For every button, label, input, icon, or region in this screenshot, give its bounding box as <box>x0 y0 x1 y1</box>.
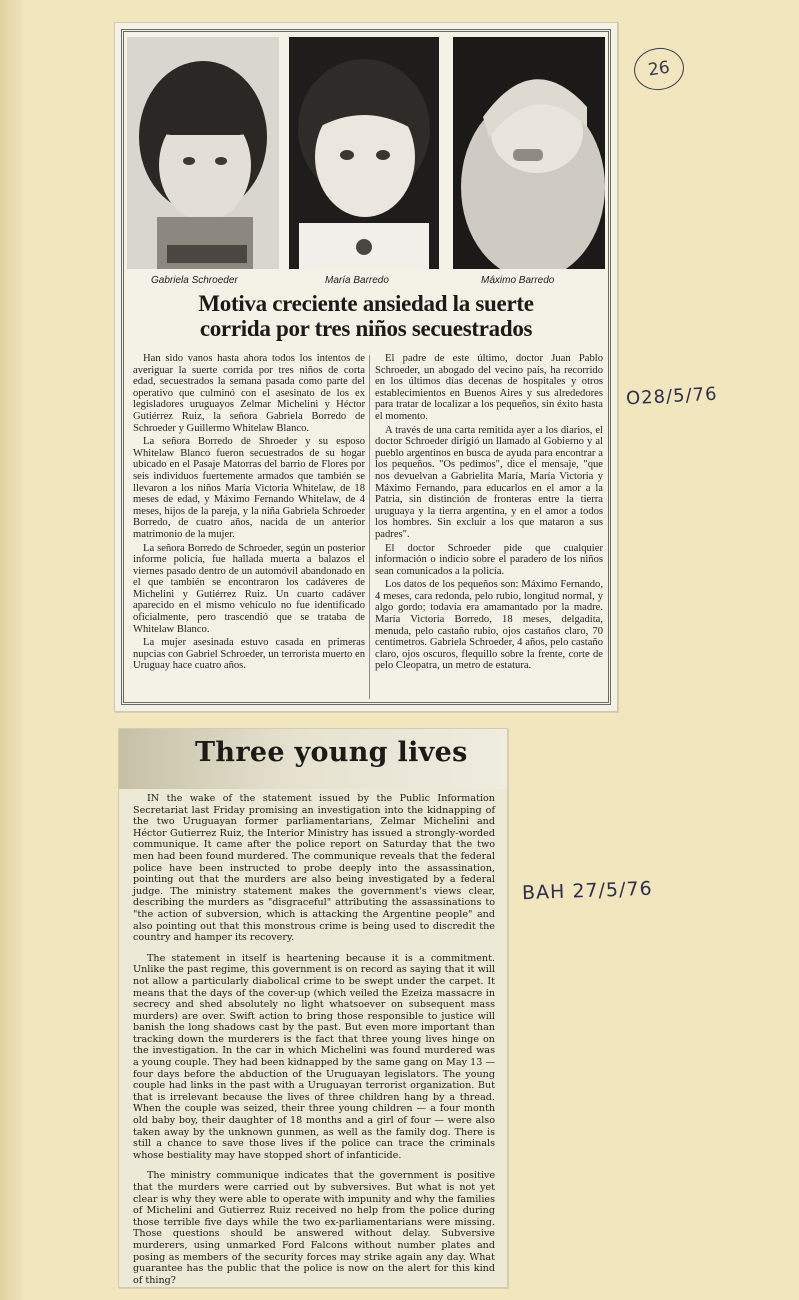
column-divider <box>369 355 370 699</box>
date-annotation-english: BAH 27/5/76 <box>521 877 653 905</box>
english-paragraph: The ministry communique indicates that the government is positive that the murders were carried out by subversives. But what is not yet clear is why they were able to operate with impunity and why the families of Michelini and Gutierrez Ruiz received no help from the police during those terrible five days while the two ex-parliamentarians were missing. Those questions should be answered without delay. Subversive murderers, using unmarked Ford Falcons without number plates and posing as members of the security forces may strike again any day. What guarantee has the public that the police is now on the alert for this kind of thing? <box>133 1170 495 1286</box>
children-photos <box>127 37 605 273</box>
english-paragraph: IN the wake of the statement issued by the Public Information Secretariat last Friday promising an investigation into the kidnapping of the two Uruguayan former parliamentarians, Zelmar Michelini and Héctor Gutierrez Ruiz, the Interior Ministry has issued a strongly-worded communique. It came after the police report on Saturday that the two men had been found murdered. The communique reveals that the federal police have been instructed to probe deeply into the assassination, pointing out that the murders are also being investigated by a federal judge. The ministry statement makes the government's views clear, describing the murders as "disgraceful" attributing the assassinations to "the action of subversion, which is attacking the Argentine people" and also pointing out that this monstrous crime is being used to discredit the country and hamper its recovery. <box>133 793 495 944</box>
spanish-headline-line1: Motiva creciente ansiedad la suerte <box>198 291 534 316</box>
date-annotation-spanish: O28/5/76 <box>625 383 719 410</box>
caption-gabriela: Gabriela Schroeder <box>151 275 238 286</box>
spanish-newspaper-clipping <box>114 22 618 712</box>
photo-maria <box>289 37 439 269</box>
spanish-paragraph: A través de una carta remitida ayer a los diarios, el doctor Schroeder dirigió un llamado al Gobierno y al pueblo argentinos en busca de ayuda para encontrar a los pequeños. "Os pedimos", dice el mensaje, "que nos devuelvan a Gabrielita María, María Victoria y Máximo Fernando, para educarlos en el amor a la Patria, sin distinción de fronteras entre la tierra uruguaya y la tierra argentina, y en el amor a todos los hombres. Sin excluir a los que mataron a sus padres". <box>375 424 603 540</box>
spanish-paragraph: El padre de este último, doctor Juan Pablo Schroeder, un abogado del vecino país, ha recorrido en los últimos días decenas de hospitales y otros establecimientos en Buenos Aires y sus alrededores para tratar de localizar a los pequeños, sin éxito hasta el momento. <box>375 353 603 422</box>
english-newspaper-clipping <box>118 728 508 1288</box>
archive-sheet-edge <box>0 0 22 1300</box>
spanish-paragraph: Han sido vanos hasta ahora todos los intentos de averiguar la suerte corrida por tres niños de corta edad, secuestrados la semana pasada como parte del operativo que culminó con el asesinato de los ex legisladores uruguayos Zelmar Michelini y Héctor Gutiérrez Ruiz, la señora Gabriela Borredo de Schroeder y Guillermo Whitelaw Blanco. <box>133 353 365 434</box>
photo-gabriela <box>127 37 279 269</box>
spanish-paragraph: El doctor Schroeder pide que cualquier información o indicio sobre el paradero de los niños sean comunicados a la policía. <box>375 542 603 577</box>
spanish-paragraph: La señora Borredo de Schroeder, según un posterior informe policía, fue hallada muerta a balazos el viernes pasado dentro de un automóvil abandonado en el que también se encontraron los cadáveres de Michelini y Gutiérrez Ruiz. Un cuarto cadáver aparecido en el mismo vehículo no fue identificado oficialmente, pero trascendió que se trataba de Whitelaw Blanco. <box>133 542 365 635</box>
caption-maria: María Barredo <box>325 275 389 286</box>
spanish-paragraph: La señora Borredo de Shroeder y su esposo Whitelaw Blanco fueron secuestrados de su hogar ubicado en el Pasaje Matorras del barrio de Flores por seis individuos fuertemente armados que también se llevaron a los niños María Victoria Whitelaw, de 18 meses de edad, y Máximo Fernando Whitelaw, de 4 meses, hijos de la pareja, y la niña Gabriela Schroeder Borredo, de cuatro años, nacida de un anterior matrimonio de la mujer. <box>133 436 365 540</box>
photo-maximo <box>453 37 605 269</box>
english-paragraph: The statement in itself is heartening because it is a commitment. Unlike the past regime, this government is on record as saying that it will not allow a particularly diabolical crime to be swept under the carpet. It means that the days of the cover-up (which veiled the Ezeiza massacre in secrecy and shed absolutely no light whatsoever on subsequent mass murders) are over. Swift action to bring those responsible to justice will banish the long shadows cast by the past. But even more important than tracking down the murderers is the fact that three young lives hinge on the investigation. In the car in which Michelini was found murdered was a young couple. They had been kidnapped by the same gang on May 13 — four days before the abduction of the Uruguayan legislators. The young couple had links in the past with a Uruguayan terrorist organization. But that is irrelevant because the lives of three children hang by a thread. When the couple was seized, their three young children — a four month old baby boy, their daughter of 18 months and a girl of four — were also taken away by the unknown gunmen, as well as the family dog. There is still a chance to save those lives if the police can trace the criminals whose bestiality may have stopped short of infanticide. <box>133 952 495 1161</box>
spanish-headline <box>129 291 603 341</box>
english-headline: Three young lives <box>195 737 468 768</box>
spanish-paragraph: Los datos de los pequeños son: Máximo Fernando, 4 meses, cara redonda, pelo rubio, longitud normal, y algo gordo; todavía era amamantado por la madre. María Victoria Borredo, 18 meses, delgadita, menuda, pelo castaño rubio, ojos castaños claro, 70 centímetros. Gabriela Schroeder, 4 años, pelo castaño claro, ojos oscuros, flequillo sobre la frente, corte de pelo Cleopatra, un metro de estatura. <box>375 579 603 672</box>
spanish-column-left <box>133 353 365 674</box>
english-headline-band <box>119 729 507 789</box>
caption-maximo: Máximo Barredo <box>481 275 555 286</box>
spanish-column-right <box>375 353 603 674</box>
page-number-annotation: 26 <box>631 45 686 94</box>
english-body <box>133 793 495 1295</box>
spanish-paragraph: La mujer asesinada estuvo casada en primeras nupcias con Gabriel Schroeder, un terrorista muerto en Uruguay hace cuatro años. <box>133 637 365 672</box>
spanish-headline-line2: corrida por tres niños secuestrados <box>199 316 533 341</box>
